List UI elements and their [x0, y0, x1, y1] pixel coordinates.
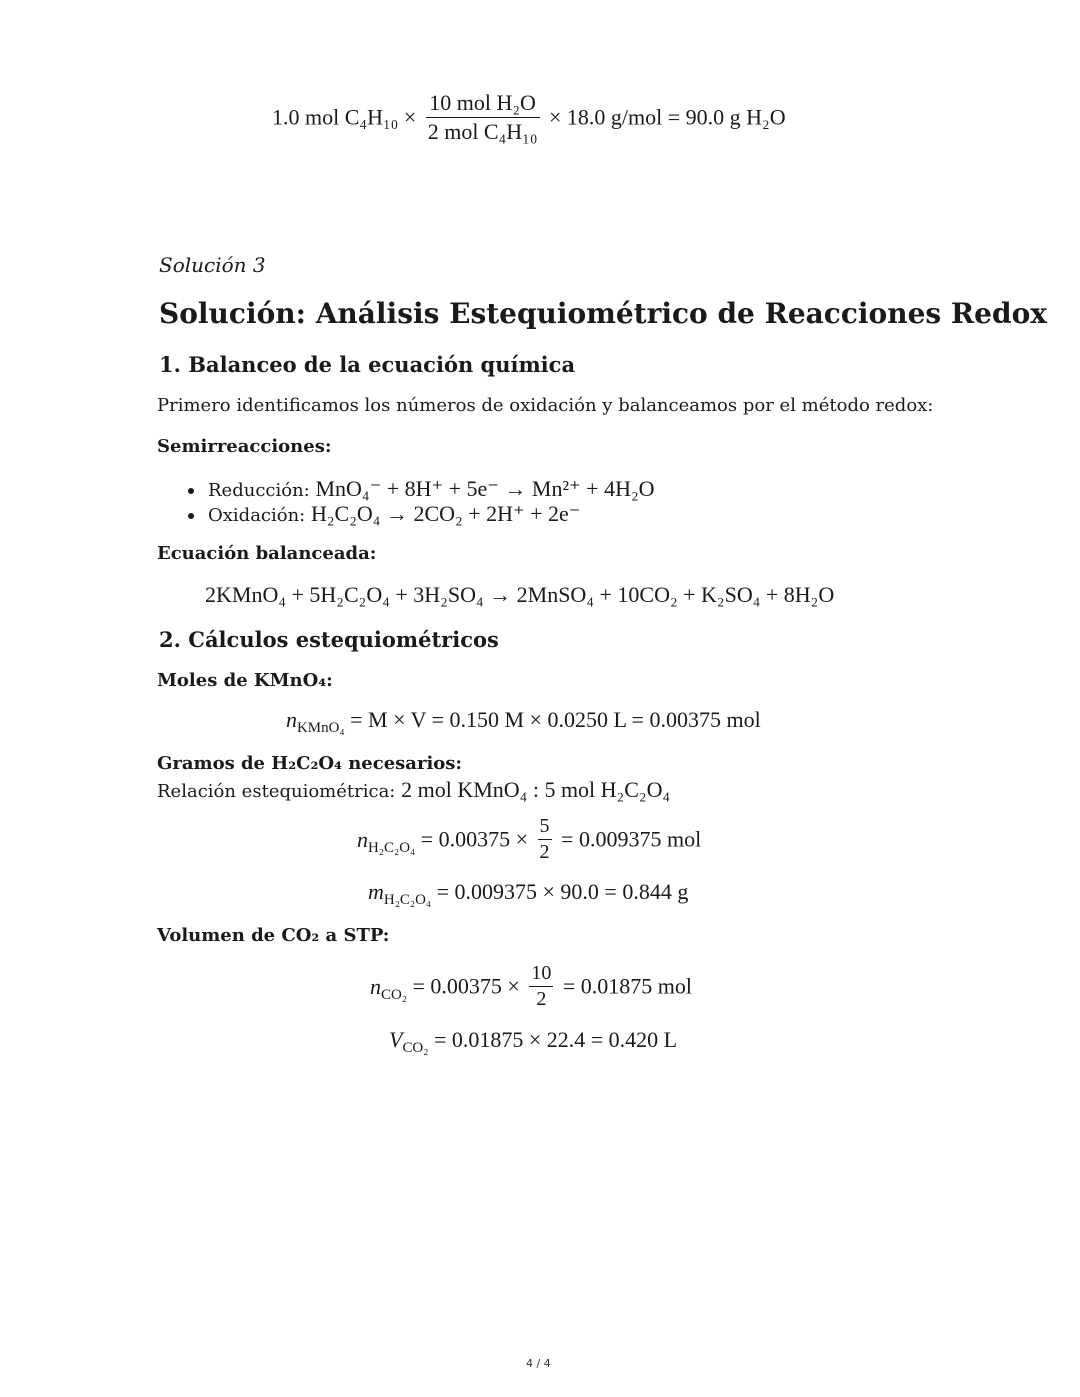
- moles-heading: Moles de KMnO₄:: [157, 670, 333, 691]
- ratio-value: 2 mol KMnO₄ : 5 mol H₂C₂O₄: [401, 777, 671, 802]
- list-item-reduction: [188, 476, 655, 502]
- n-oxalic-equation: [357, 815, 701, 864]
- section1-intro: Primero identificamos los números de oxidación y balanceamos por el método redox:: [157, 395, 934, 416]
- fraction-denominator: 2: [539, 841, 550, 863]
- fraction-numerator: 10 mol H₂O: [426, 90, 540, 118]
- top-equation: [272, 90, 786, 145]
- n-co2-mid: = 0.00375 ×: [412, 973, 520, 999]
- list-item-oxidation: [188, 501, 580, 527]
- ratio-line: [157, 777, 670, 803]
- fraction-numerator: 5: [538, 815, 552, 840]
- reduction-equation: MnO₄⁻ + 8H⁺ + 5e⁻ → Mn²⁺ + 4H₂O: [315, 476, 655, 501]
- v-co2-subscript: CO₂: [402, 1039, 429, 1056]
- page-title: Solución: Análisis Estequiométrico de Reacciones Redox: [159, 297, 1047, 330]
- semireactions-heading: Semirreacciones:: [157, 436, 332, 457]
- ratio-label: Relación estequiométrica:: [157, 781, 396, 802]
- page-number: 4 / 4: [526, 1357, 551, 1370]
- n-co2-rhs: = 0.01875 mol: [562, 973, 692, 999]
- moles-subscript: KMnO₄: [297, 719, 345, 736]
- bullet-icon: [188, 488, 194, 494]
- v-co2-rhs: = 0.01875 × 22.4 = 0.420 L: [433, 1027, 678, 1052]
- moles-rhs: = M × V = 0.150 M × 0.0250 L = 0.00375 mol: [350, 707, 761, 732]
- n-oxalic-rhs: = 0.009375 mol: [561, 826, 702, 852]
- m-oxalic-subscript: H₂C₂O₄: [383, 891, 432, 908]
- oxidation-label: Oxidación:: [208, 505, 306, 526]
- section2-heading: 2. Cálculos estequiométricos: [159, 627, 499, 652]
- n-oxalic-subscript: H₂C₂O₄: [368, 839, 416, 856]
- top-equation-rhs: × 18.0 g/mol = 90.0 g H₂O: [549, 104, 786, 130]
- m-oxalic-equation: [368, 879, 689, 908]
- grams-heading: Gramos de H₂C₂O₄ necesarios:: [157, 753, 463, 774]
- n-oxalic-symbol: n: [357, 826, 368, 852]
- top-equation-lhs: 1.0 mol C₄H₁₀ ×: [272, 104, 417, 130]
- n-co2-equation: [370, 962, 692, 1011]
- reduction-label: Reducción:: [208, 480, 310, 501]
- solution-label: Solución 3: [159, 253, 266, 277]
- n-co2-fraction: [529, 962, 553, 1011]
- fraction-denominator: 2: [536, 988, 547, 1010]
- n-oxalic-fraction: [538, 815, 552, 864]
- n-oxalic-mid: = 0.00375 ×: [420, 826, 529, 852]
- v-co2-equation: [389, 1027, 678, 1056]
- top-equation-fraction: [426, 90, 540, 145]
- section1-heading: 1. Balanceo de la ecuación química: [159, 352, 576, 377]
- bullet-icon: [188, 513, 194, 519]
- m-oxalic-rhs: = 0.009375 × 90.0 = 0.844 g: [436, 879, 689, 904]
- oxidation-equation: H₂C₂O₄ → 2CO₂ + 2H⁺ + 2e⁻: [311, 501, 581, 526]
- fraction-numerator: 10: [529, 962, 553, 987]
- n-co2-symbol: n: [370, 973, 381, 999]
- balanced-equation: 2KMnO₄ + 5H₂C₂O₄ + 3H₂SO₄ → 2MnSO₄ + 10CO₂ + K₂SO₄ + 8H₂O: [205, 582, 835, 607]
- moles-equation: [286, 707, 761, 736]
- fraction-denominator: 2 mol C₄H₁₀: [427, 119, 538, 144]
- co2-heading: Volumen de CO₂ a STP:: [157, 925, 390, 946]
- v-co2-symbol: V: [389, 1027, 403, 1052]
- balanced-heading: Ecuación balanceada:: [157, 543, 377, 564]
- moles-symbol: n: [286, 707, 297, 732]
- m-oxalic-symbol: m: [368, 879, 384, 904]
- n-co2-subscript: CO₂: [381, 986, 407, 1003]
